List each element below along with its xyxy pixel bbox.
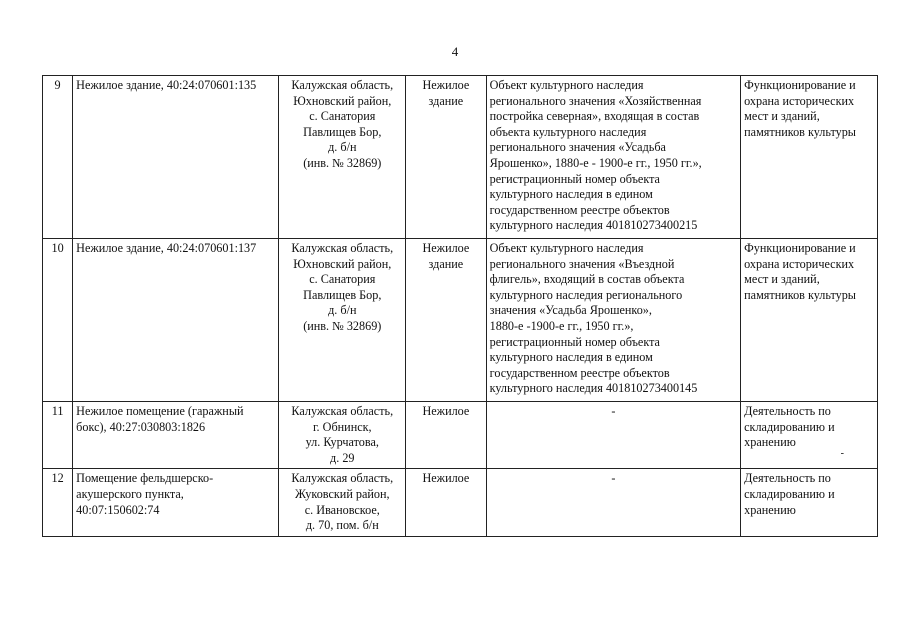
purpose-line: Нежилое [422, 241, 470, 255]
address-line: Юхновский район, [293, 93, 392, 108]
purpose-line: Нежилое [422, 471, 470, 486]
purpose-cell [406, 469, 486, 536]
use-cell [741, 402, 878, 469]
heritage-line: 1880-е -1900-е гг., 1950 гг.», [489, 318, 634, 333]
address-line: Павлищев Бор, [303, 124, 382, 139]
purpose-cell [406, 239, 486, 402]
address-line: г. Обнинск, [312, 419, 372, 434]
heritage-cell [486, 469, 741, 536]
object-name-line: Нежилое здание, 40:24:070601:135 [76, 78, 257, 92]
table-row [43, 402, 878, 469]
empty-dash: - [611, 471, 616, 486]
address-cell [279, 469, 406, 536]
object-name-line: Нежилое здание, 40:24:070601:137 [76, 241, 257, 255]
table-row [43, 76, 878, 239]
heritage-line: регистрационный номер объекта [489, 334, 660, 349]
heritage-cell [486, 76, 741, 239]
heritage-line: государственном реестре объектов [489, 365, 670, 380]
heritage-line: регистрационный номер объекта [489, 171, 660, 186]
heritage-line: культурного наследия в едином [489, 350, 653, 365]
use-line: мест и зданий, [744, 272, 820, 287]
address-line: с. Санатория [309, 272, 376, 287]
use-line: хранению [744, 435, 796, 450]
heritage-line: постройка северная», входящая в состав [489, 109, 700, 124]
purpose-line: здание [428, 93, 464, 108]
heritage-line: регионального значения «Хозяйственная [489, 93, 702, 108]
heritage-line: Ярошенко», 1880-е - 1900-е гг., 1950 гг.», [489, 155, 702, 170]
use-line: памятников культуры [744, 124, 856, 139]
purpose-line: Нежилое [422, 78, 470, 92]
address-line: (инв. № 32869) [303, 318, 382, 333]
use-line: Функционирование и [744, 78, 856, 92]
heritage-line: культурного наследия 401810273400215 [489, 218, 698, 233]
table-row [43, 239, 878, 402]
address-line: Павлищев Бор, [303, 287, 382, 302]
address-line: (инв. № 32869) [303, 155, 382, 170]
address-line: Калужская область, [291, 78, 394, 92]
address-cell [279, 239, 406, 402]
purpose-line: Нежилое [422, 404, 470, 418]
address-line: с. Ивановское, [304, 502, 380, 517]
use-line: Деятельность по [744, 471, 831, 486]
heritage-cell [486, 239, 741, 402]
address-line: Жуковский район, [294, 486, 390, 501]
heritage-line: государственном реестре объектов [489, 202, 670, 217]
object-name-line: бокс), 40:27:030803:1826 [76, 419, 206, 434]
page-number: 4 [451, 44, 459, 59]
use-line: хранению [744, 502, 796, 517]
purpose-cell [406, 402, 486, 469]
table-row [43, 469, 878, 536]
use-line: охрана исторических [744, 93, 855, 108]
use-cell [741, 76, 878, 239]
address-line: д. б/н [328, 140, 357, 155]
object-name-cell [73, 469, 279, 536]
heritage-line: флигель», входящий в состав объекта [489, 272, 685, 287]
object-name-cell [73, 239, 279, 402]
use-line: Функционирование и [744, 241, 856, 255]
address-cell [279, 76, 406, 239]
heritage-line: регионального значения «Усадьба [489, 140, 666, 155]
address-line: Калужская область, [291, 404, 394, 418]
heritage-line: культурного наследия регионального [489, 287, 683, 302]
empty-dash: - [611, 404, 616, 418]
object-name-line: акушерского пункта, [76, 486, 184, 501]
use-line: памятников культуры [744, 287, 856, 302]
heritage-line: значения «Усадьба Ярошенко», [489, 303, 652, 318]
use-line: складированию и [744, 486, 835, 501]
row-number: 12 [43, 469, 73, 536]
object-name-line: Нежилое помещение (гаражный [76, 404, 244, 418]
address-line: д. б/н [328, 303, 357, 318]
use-line: складированию и [744, 419, 835, 434]
address-line: Калужская область, [291, 471, 394, 486]
heritage-line: культурного наследия 401810273400145 [489, 381, 698, 396]
heritage-line: культурного наследия в едином [489, 187, 653, 202]
address-line: ул. Курчатова, [305, 435, 379, 450]
row-number: 9 [43, 76, 73, 239]
stray-tick-mark: - [840, 447, 844, 459]
property-table [42, 75, 878, 537]
use-cell [741, 469, 878, 536]
address-line: Юхновский район, [293, 256, 392, 271]
address-line: д. 29 [330, 450, 355, 465]
heritage-line: объекта культурного наследия [489, 124, 647, 139]
row-number: 10 [43, 239, 73, 402]
purpose-line: здание [428, 256, 464, 271]
object-name-cell [73, 402, 279, 469]
object-name-line: 40:07:150602:74 [76, 502, 160, 517]
use-line: мест и зданий, [744, 109, 820, 124]
address-line: Калужская область, [291, 241, 394, 255]
purpose-cell [406, 76, 486, 239]
object-name-line: Помещение фельдшерско- [76, 471, 214, 486]
use-line: охрана исторических [744, 256, 855, 271]
use-cell [741, 239, 878, 402]
address-cell [279, 402, 406, 469]
address-line: д. 70, пом. б/н [305, 518, 379, 533]
row-number: 11 [43, 402, 73, 469]
object-name-cell [73, 76, 279, 239]
address-line: с. Санатория [309, 109, 376, 124]
use-line: Деятельность по [744, 404, 831, 418]
heritage-cell [486, 402, 741, 469]
heritage-line: регионального значения «Въездной [489, 256, 675, 271]
heritage-line: Объект культурного наследия [489, 241, 644, 255]
heritage-line: Объект культурного наследия [489, 78, 644, 92]
